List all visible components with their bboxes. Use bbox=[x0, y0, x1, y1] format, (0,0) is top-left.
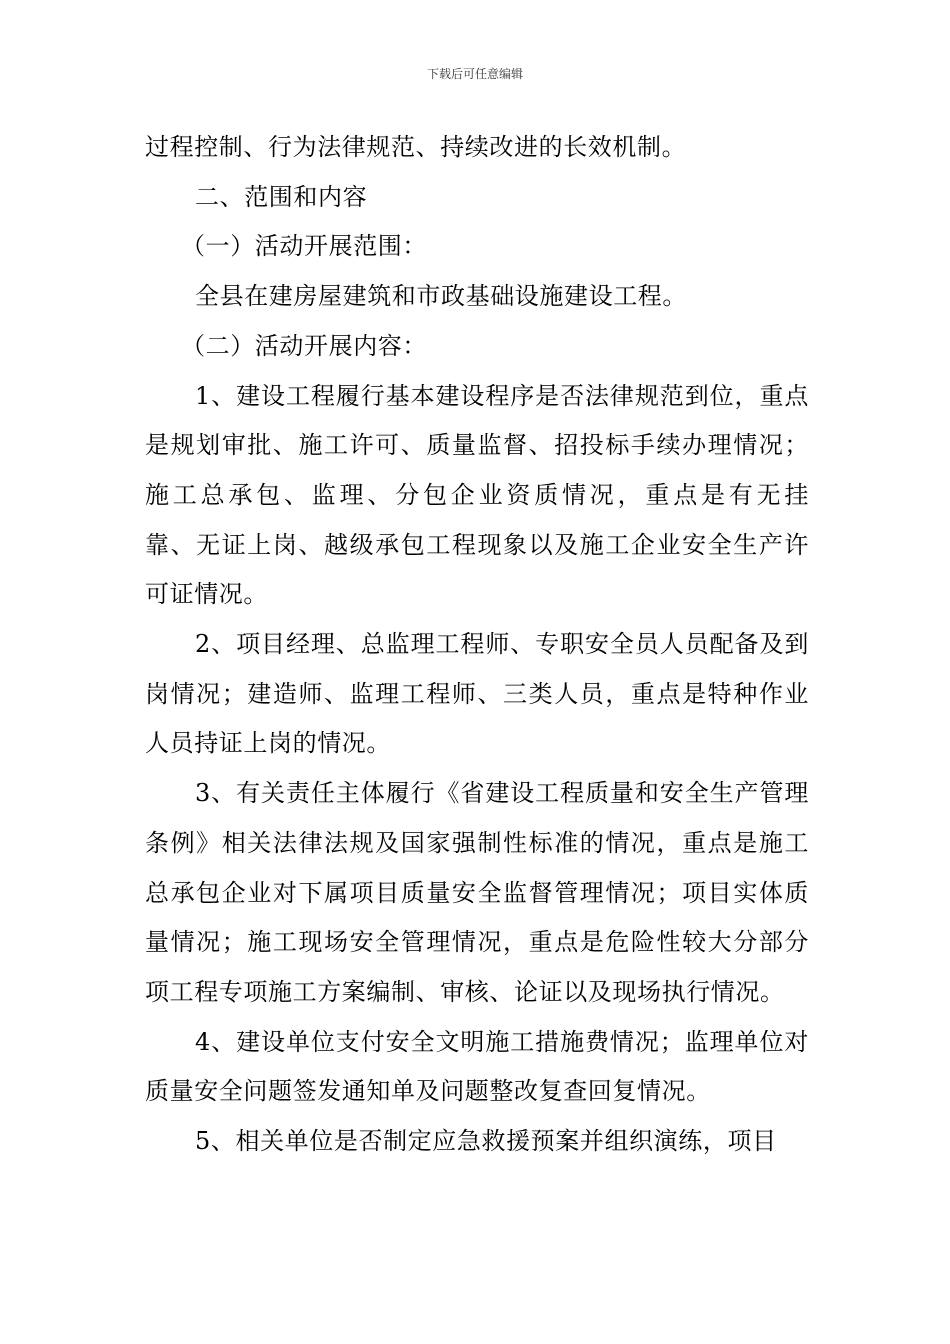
paragraph-item-3: 3、有关责任主体履行《省建设工程质量和安全生产管理条例》相关法律法规及国家强制性标准的情况，重点是施工总承包企业对下属项目质量安全监督管理情况；项目实体质量情况；施工现场安全管理情况，重点是危险性较大分部分项工程专项施工方案编制、审核、论证以及现场执行情况。 bbox=[145, 779, 809, 1006]
paragraph-item-5: 5、相关单位是否制定应急救援预案并组织演练，项目 bbox=[195, 1127, 777, 1156]
subheading-content: （二）活动开展内容： bbox=[181, 331, 427, 360]
paragraph-item-1: 1、建设工程履行基本建设程序是否法律规范到位，重点是规划审批、施工许可、质量监督、招投标手续办理情况；施工总承包、监理、分包企业资质情况，重点是有无挂 靠、无证上岗、越级承包工程现象以及施工企业安全生产许可证情况。 bbox=[145, 381, 834, 609]
paragraph-item-4: 4、建设单位支付安全文明施工措施费情况；监理单位对质量安全问题签发通知单及问题整改复查回复情况。 bbox=[145, 1027, 809, 1106]
paragraph-item-2: 2、项目经理、总监理工程师、专职安全员人员配备及到岗情况；建造师、监理工程师、三类人员，重点是特种作业人员持证上岗的情况。 bbox=[145, 630, 809, 758]
page-header-note: 下载后可任意编辑 bbox=[426, 67, 523, 81]
document-body bbox=[145, 123, 834, 1167]
section-heading-scope: 二、范围和内容 bbox=[195, 182, 368, 211]
subheading-scope: （一）活动开展范围： bbox=[181, 232, 427, 261]
paragraph-continuation: 过程控制、行为法律规范、持续改进的长效机制。 bbox=[145, 133, 687, 161]
paragraph-scope: 全县在建房屋建筑和市政基础设施建设工程。 bbox=[195, 282, 687, 311]
